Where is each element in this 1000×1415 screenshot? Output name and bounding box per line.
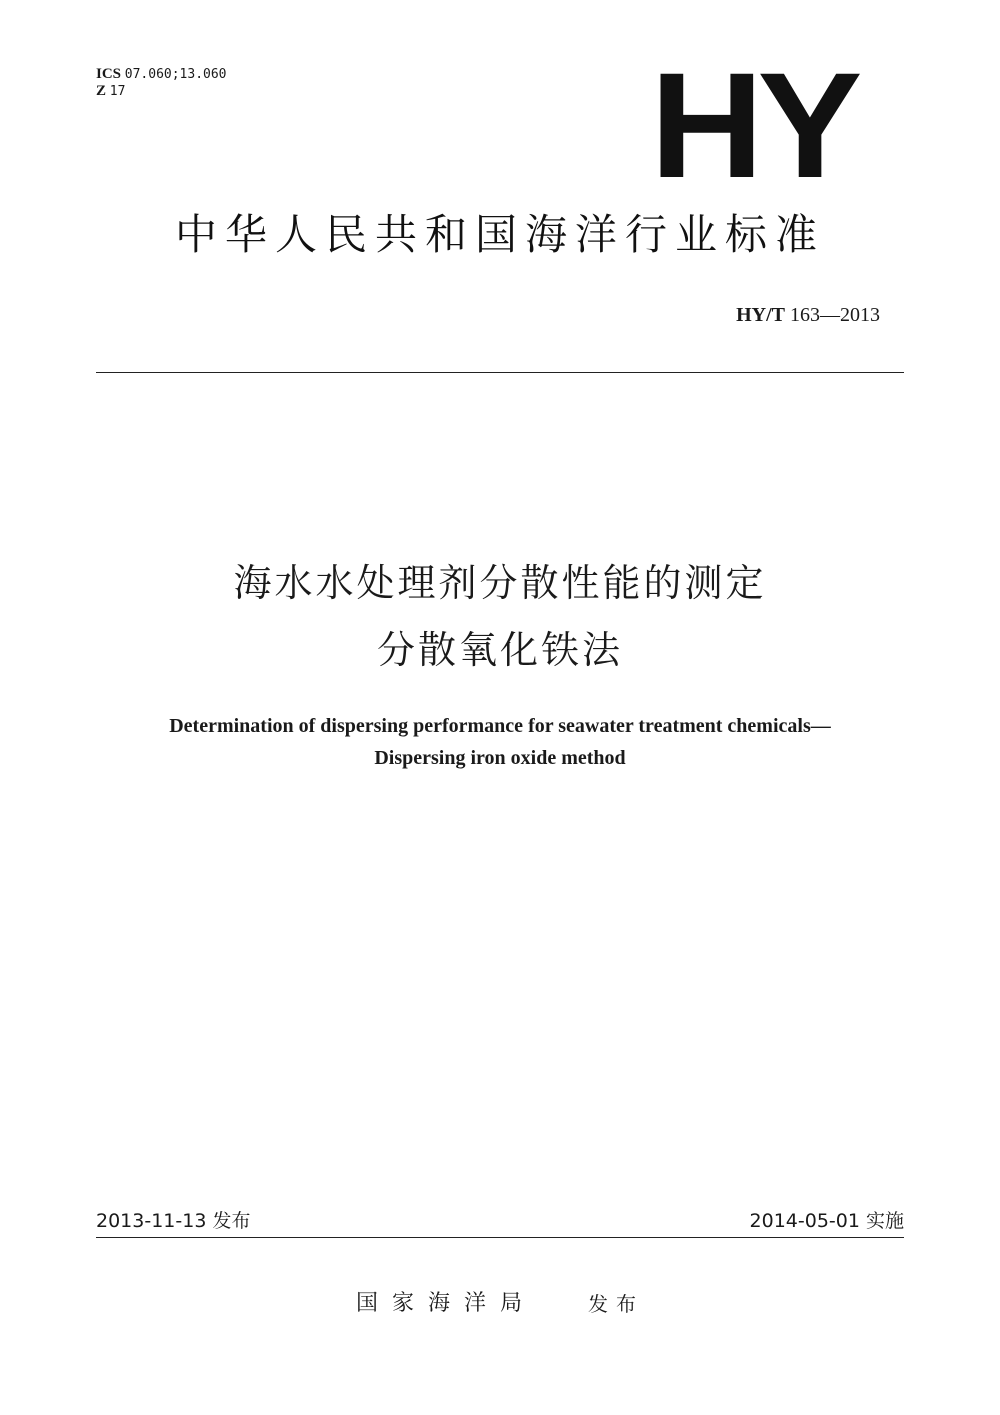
chinese-title-line1: 海水水处理剂分散性能的测定	[233, 561, 767, 605]
standard-code-number: 163—2013	[790, 304, 880, 326]
standard-code	[736, 304, 880, 327]
classification-codes	[96, 66, 227, 100]
ccs-label: Z	[96, 83, 107, 99]
effective-date: 2014-05-01 实施	[749, 1210, 904, 1232]
bottom-divider	[96, 1237, 904, 1238]
english-title-line1: Determination of dispersing performance for seawater treatment chemicals—	[169, 715, 831, 737]
ccs-line	[96, 83, 227, 100]
publish-date: 2013-11-13 发布	[96, 1210, 251, 1232]
ics-value: 07.060;13.060	[124, 67, 227, 82]
issuing-authority: 国家海洋局	[356, 1291, 537, 1316]
standard-code-prefix: HY/T	[736, 304, 785, 326]
english-title-line2: Dispersing iron oxide method	[374, 747, 626, 769]
ics-label: ICS	[96, 66, 122, 82]
top-divider	[96, 372, 904, 373]
ics-line	[96, 66, 227, 83]
standard-category-title: 中华人民共和国海洋行业标准	[174, 210, 825, 259]
issued-label: 发布	[588, 1292, 644, 1316]
chinese-title-line2: 分散氧化铁法	[376, 628, 623, 672]
ccs-value: 17	[109, 84, 126, 99]
hy-logo: HY	[650, 41, 857, 209]
